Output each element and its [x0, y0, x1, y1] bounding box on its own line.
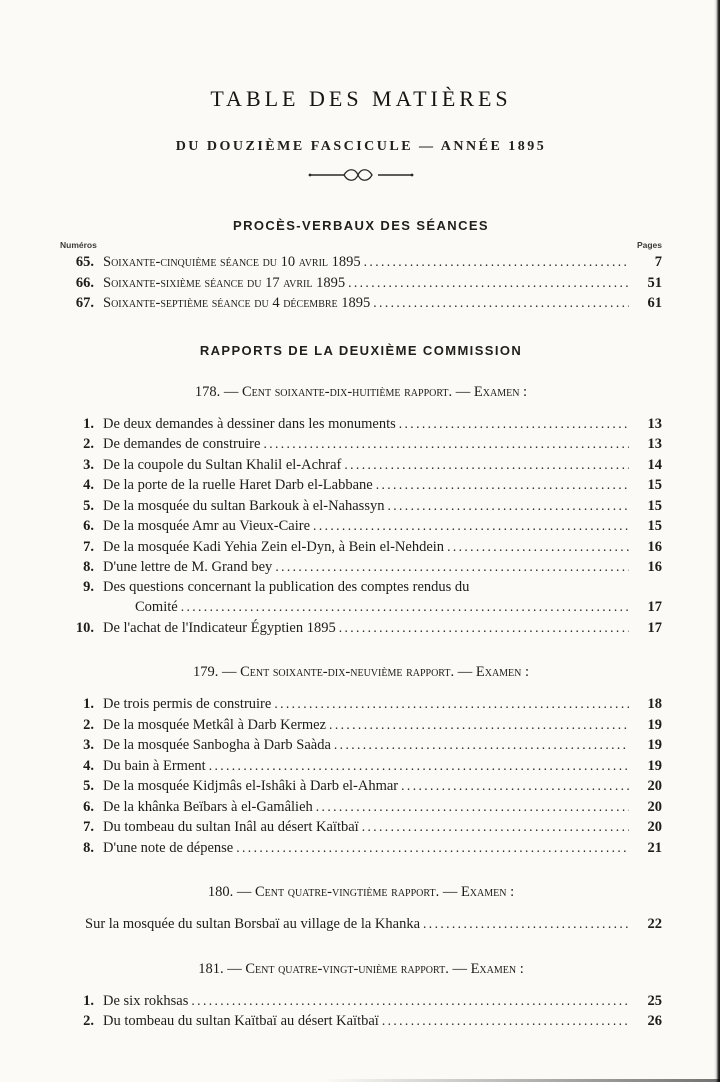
table-row — [60, 273, 662, 294]
seance-rows — [60, 252, 662, 314]
table-row — [60, 715, 662, 736]
row-text: D'une lettre de M. Grand bey — [103, 559, 273, 575]
row-page: 20 — [647, 798, 662, 815]
row-page: 15 — [647, 497, 662, 514]
rapport-title: 181. — Cent quatre-vingt-unième rapport. — Examen : — [198, 960, 524, 977]
dot-leader — [376, 475, 629, 496]
row-page: 25 — [647, 992, 662, 1009]
rapport-title: 178. — Cent soixante-dix-huitième rapport. — Examen : — [194, 383, 528, 400]
row-text: De deux demandes à dessiner dans les monuments — [103, 415, 396, 432]
row-number: 5. — [83, 778, 94, 794]
dot-leader — [447, 537, 629, 558]
table-row — [60, 252, 662, 273]
row-number: 7. — [83, 538, 94, 555]
row-page: 20 — [647, 819, 662, 835]
dot-leader — [275, 557, 629, 578]
table-row — [60, 735, 662, 756]
row-text: De la coupole du Sultan Khalil el-Achraf — [103, 456, 342, 473]
table-row — [60, 557, 662, 578]
row-text: Du tombeau du sultan Kaïtbaï au désert Kaïtbaï — [103, 1013, 379, 1029]
row-number: 10. — [75, 619, 94, 636]
row-number: 6. — [83, 518, 94, 534]
row-text: De la mosquée Sanbogha à Darb Saàda — [103, 737, 331, 753]
dot-leader — [423, 914, 629, 935]
row-text: Sur la mosquée du sultan Borsbaï au village de la Khanka — [85, 916, 421, 932]
rapport-rows — [60, 694, 662, 858]
row-number: 6. — [83, 798, 94, 815]
rapport-rows — [60, 991, 662, 1032]
page-subtitle: DU DOUZIÈME FASCICULE — ANNÉE 1895 — [175, 139, 547, 154]
table-row — [60, 516, 662, 537]
row-page: 51 — [647, 274, 662, 291]
dot-leader — [191, 991, 629, 1012]
row-number: 65. — [75, 254, 94, 270]
row-text: De la khânka Beïbars à el-Gamâlieh — [103, 798, 313, 815]
table-row — [60, 797, 662, 818]
section-heading-proces-verbaux: PROCÈS-VERBAUX DES SÉANCES — [233, 218, 489, 233]
row-text: De trois permis de construire — [103, 696, 272, 712]
dot-leader — [329, 715, 629, 736]
row-text: De la mosquée Metkâl à Darb Kermez — [103, 716, 327, 733]
row-page: 26 — [647, 1013, 662, 1029]
row-number: 5. — [83, 497, 94, 514]
row-number: 7. — [83, 819, 94, 835]
table-row — [60, 1011, 662, 1032]
dot-leader — [362, 817, 629, 838]
row-number: 9. — [83, 578, 94, 595]
row-page: 19 — [647, 716, 662, 733]
row-text: De la mosquée Kidjmâs el-Ishâki à Darb el-Ahmar — [103, 778, 399, 794]
rapport-group-178 — [60, 384, 662, 639]
table-row — [60, 434, 662, 455]
column-header-pages: Pages — [636, 240, 662, 250]
ornament-divider — [60, 168, 662, 183]
table-row — [60, 838, 662, 859]
row-number: 1. — [83, 992, 94, 1009]
rapport-group-180 — [60, 884, 662, 935]
table-row — [60, 293, 662, 314]
rapport-group-179 — [60, 664, 662, 858]
row-number: 3. — [83, 456, 94, 473]
rapport-group-181 — [60, 961, 662, 1032]
dot-leader — [339, 618, 629, 639]
row-number: 2. — [83, 1013, 94, 1029]
table-row — [60, 578, 662, 598]
row-number: 2. — [83, 716, 94, 733]
row-text: Soixante-sixième séance du 17 avril 1895 — [103, 274, 346, 291]
row-text: Du tombeau du sultan Inâl au désert Kaïtbaï — [103, 819, 359, 835]
table-row — [60, 597, 662, 618]
dot-leader — [399, 414, 629, 435]
row-page: 13 — [647, 436, 662, 452]
rapport-title: 180. — Cent quatre-vingtième rapport. — Examen : — [207, 884, 515, 900]
dot-leader — [236, 838, 629, 859]
dot-leader — [313, 516, 629, 537]
row-page: 14 — [647, 456, 662, 473]
row-text: Des questions concernant la publication des comptes rendus du — [103, 578, 470, 595]
column-headers — [60, 240, 662, 250]
row-page: 20 — [647, 778, 662, 794]
row-number: 3. — [83, 737, 94, 753]
table-row — [60, 455, 662, 476]
row-number: 1. — [83, 696, 94, 712]
dot-leader — [401, 776, 629, 797]
dot-leader — [364, 252, 629, 273]
row-page: 19 — [647, 757, 662, 774]
row-page: 13 — [647, 415, 662, 432]
page-title: TABLE DES MATIÈRES — [210, 86, 512, 111]
dot-leader — [373, 293, 629, 314]
dot-leader — [181, 597, 629, 618]
row-number: 8. — [83, 839, 94, 856]
row-page: 17 — [647, 619, 662, 636]
table-row — [60, 414, 662, 435]
row-text: De la mosquée Amr au Vieux-Caire — [103, 518, 311, 534]
row-text: Du bain à Erment — [103, 757, 206, 774]
row-number: 1. — [83, 415, 94, 432]
row-text: De la porte de la ruelle Haret Darb el-Labbane — [103, 477, 373, 493]
row-text: De six rokhsas — [103, 992, 189, 1009]
row-number: 67. — [75, 295, 94, 311]
row-page: 16 — [647, 559, 662, 575]
dot-leader — [334, 735, 629, 756]
row-number: 66. — [75, 274, 94, 291]
row-page: 18 — [647, 696, 662, 712]
dot-leader — [274, 694, 629, 715]
row-page: 21 — [647, 839, 662, 856]
row-page: 22 — [647, 916, 662, 932]
row-text: Soixante-cinquième séance du 10 avril 1895 — [103, 254, 361, 270]
table-row — [60, 991, 662, 1012]
table-row — [60, 817, 662, 838]
rapport-rows — [60, 914, 662, 935]
table-row — [60, 618, 662, 639]
table-row — [60, 756, 662, 777]
row-text: D'une note de dépense — [103, 839, 234, 856]
row-page: 17 — [647, 599, 662, 615]
dot-leader — [387, 496, 629, 517]
row-page: 19 — [647, 737, 662, 753]
table-row — [60, 776, 662, 797]
rapport-rows — [60, 414, 662, 639]
row-text: De la mosquée du sultan Barkouk à el-Nahassyn — [103, 497, 385, 514]
row-number: 4. — [83, 757, 94, 774]
column-header-numeros: Numéros — [60, 240, 97, 250]
table-row — [60, 475, 662, 496]
dot-leader — [348, 273, 629, 294]
row-text: Comité — [135, 599, 178, 615]
section-rapports — [60, 343, 662, 1032]
dot-leader — [316, 797, 629, 818]
dot-leader — [263, 434, 629, 455]
row-page: 16 — [647, 538, 662, 555]
section-heading-rapports: RAPPORTS DE LA DEUXIÈME COMMISSION — [199, 342, 523, 358]
row-text: De la mosquée Kadi Yehia Zein el-Dyn, à Bein el-Nehdein — [103, 538, 445, 555]
row-text: De l'achat de l'Indicateur Égyptien 1895 — [103, 619, 336, 636]
dot-leader — [382, 1011, 629, 1032]
table-row — [60, 537, 662, 558]
row-number: 4. — [83, 477, 94, 493]
row-page: 7 — [654, 254, 662, 270]
row-number: 8. — [83, 559, 94, 575]
row-page: 15 — [647, 518, 662, 534]
row-text: De demandes de construire — [103, 436, 261, 452]
table-row — [60, 914, 662, 935]
dot-leader — [344, 455, 629, 476]
flourish-icon — [306, 168, 416, 182]
row-page: 15 — [647, 477, 662, 493]
row-number: 2. — [83, 436, 94, 452]
table-row — [60, 694, 662, 715]
rapport-title: 179. — Cent soixante-dix-neuvième rapport. — Examen : — [192, 664, 530, 680]
section-proces-verbaux — [60, 218, 662, 314]
table-row — [60, 496, 662, 517]
dot-leader — [209, 756, 629, 777]
row-page: 61 — [647, 295, 662, 311]
row-text: Soixante-septième séance du 4 décembre 1895 — [103, 295, 371, 311]
